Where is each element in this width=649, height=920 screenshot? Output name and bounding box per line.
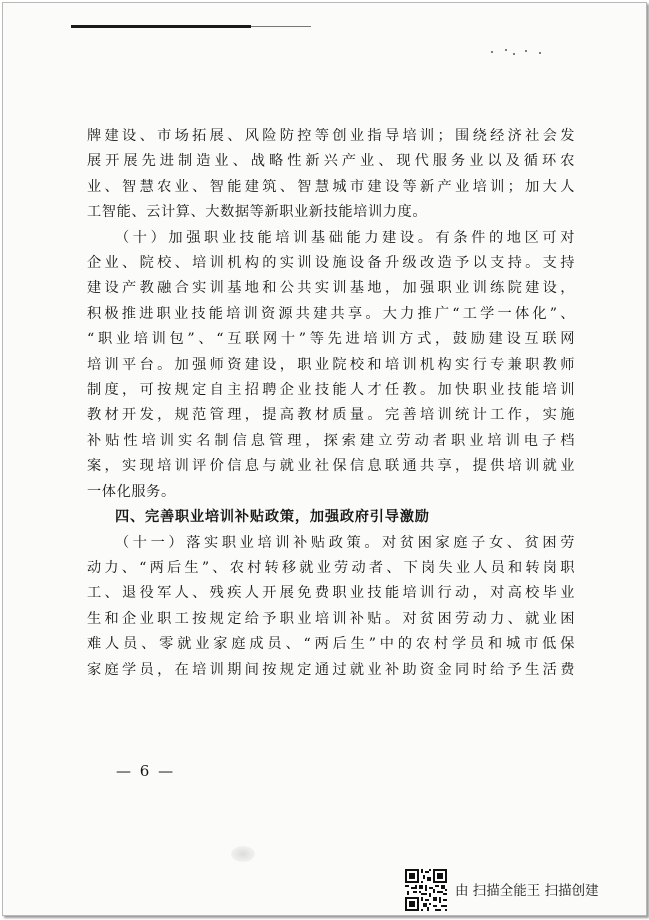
text-line: 展开展先进制造业、战略性新兴产业、现代服务业以及循环农	[87, 153, 575, 170]
text-line: “职业培训包”、“互联网十”等先进培训方式，鼓励建设互联网	[87, 331, 575, 348]
text-line: 业、智慧农业、智能建筑、智慧城市建设等新产业培训；加大人	[87, 178, 575, 195]
text-line: 难人员、零就业家庭成员、“两后生”中的农村学员和城市低保	[87, 636, 575, 653]
text-line: 生和企业职工按规定给予职业培训补贴。对贫困劳动力、就业困	[87, 610, 575, 627]
text-line: （十）加强职业技能培训基础能力建设。有条件的地区可对	[115, 229, 575, 246]
paragraph-1	[87, 124, 575, 226]
document-page	[2, 2, 647, 916]
text-line: 补贴性培训实名制信息管理，探索建立劳动者职业培训电子档	[87, 432, 575, 449]
text-line: 案，实现培训评价信息与就业社保信息联通共享，提供培训就业	[87, 458, 575, 475]
text-line: 建设产教融合实训基地和公共实训基地，加强职业训练院建设，	[87, 280, 575, 297]
scan-specks	[491, 49, 551, 59]
text-line: （十一）落实职业培训补贴政策。对贫困家庭子女、贫困劳	[115, 534, 575, 551]
text-line: 教材开发，规范管理，提高教材质量。完善培训统计工作，实施	[87, 407, 575, 424]
text-line: 动力、“两后生”、农村转移就业劳动者、下岗失业人员和转岗职	[87, 559, 575, 576]
document-body	[87, 124, 575, 683]
paragraph-3	[87, 531, 575, 683]
paragraph-2	[87, 226, 575, 505]
text-line: 制度，可按规定自主招聘企业技能人才任教。加快职业技能培训	[87, 382, 575, 399]
scan-smudge	[231, 846, 255, 862]
text-line: 培训平台。加强师资建设，职业院校和培训机构实行专兼职教师	[87, 356, 575, 373]
text-line: 工、退役军人、残疾人开展免费职业技能培训行动，对高校毕业	[87, 585, 575, 602]
text-line: 工智能、云计算、大数据等新职业新技能培训力度。	[87, 204, 428, 221]
text-line: 家庭学员，在培训期间按规定通过就业补助资金同时给予生活费	[87, 661, 575, 678]
text-line: 积极推进职业技能培训资源共建共享。大力推广“工学一体化”、	[87, 305, 575, 322]
header-rule-thin	[251, 26, 311, 27]
watermark-text: 由 扫描全能王 扫描创建	[455, 883, 599, 899]
text-line: 牌建设、市场拓展、风险防控等创业指导培训；围绕经济社会发	[87, 128, 575, 144]
header-rule	[71, 25, 251, 28]
section-heading: 四、完善职业培训补贴政策，加强政府引导激励	[115, 509, 430, 526]
qr-code-icon	[405, 869, 447, 911]
text-line: 一体化服务。	[87, 483, 176, 500]
text-line: 企业、院校、培训机构的实训设施设备升级改造予以支持。支持	[87, 255, 575, 272]
page-number: — 6 —	[116, 762, 176, 780]
